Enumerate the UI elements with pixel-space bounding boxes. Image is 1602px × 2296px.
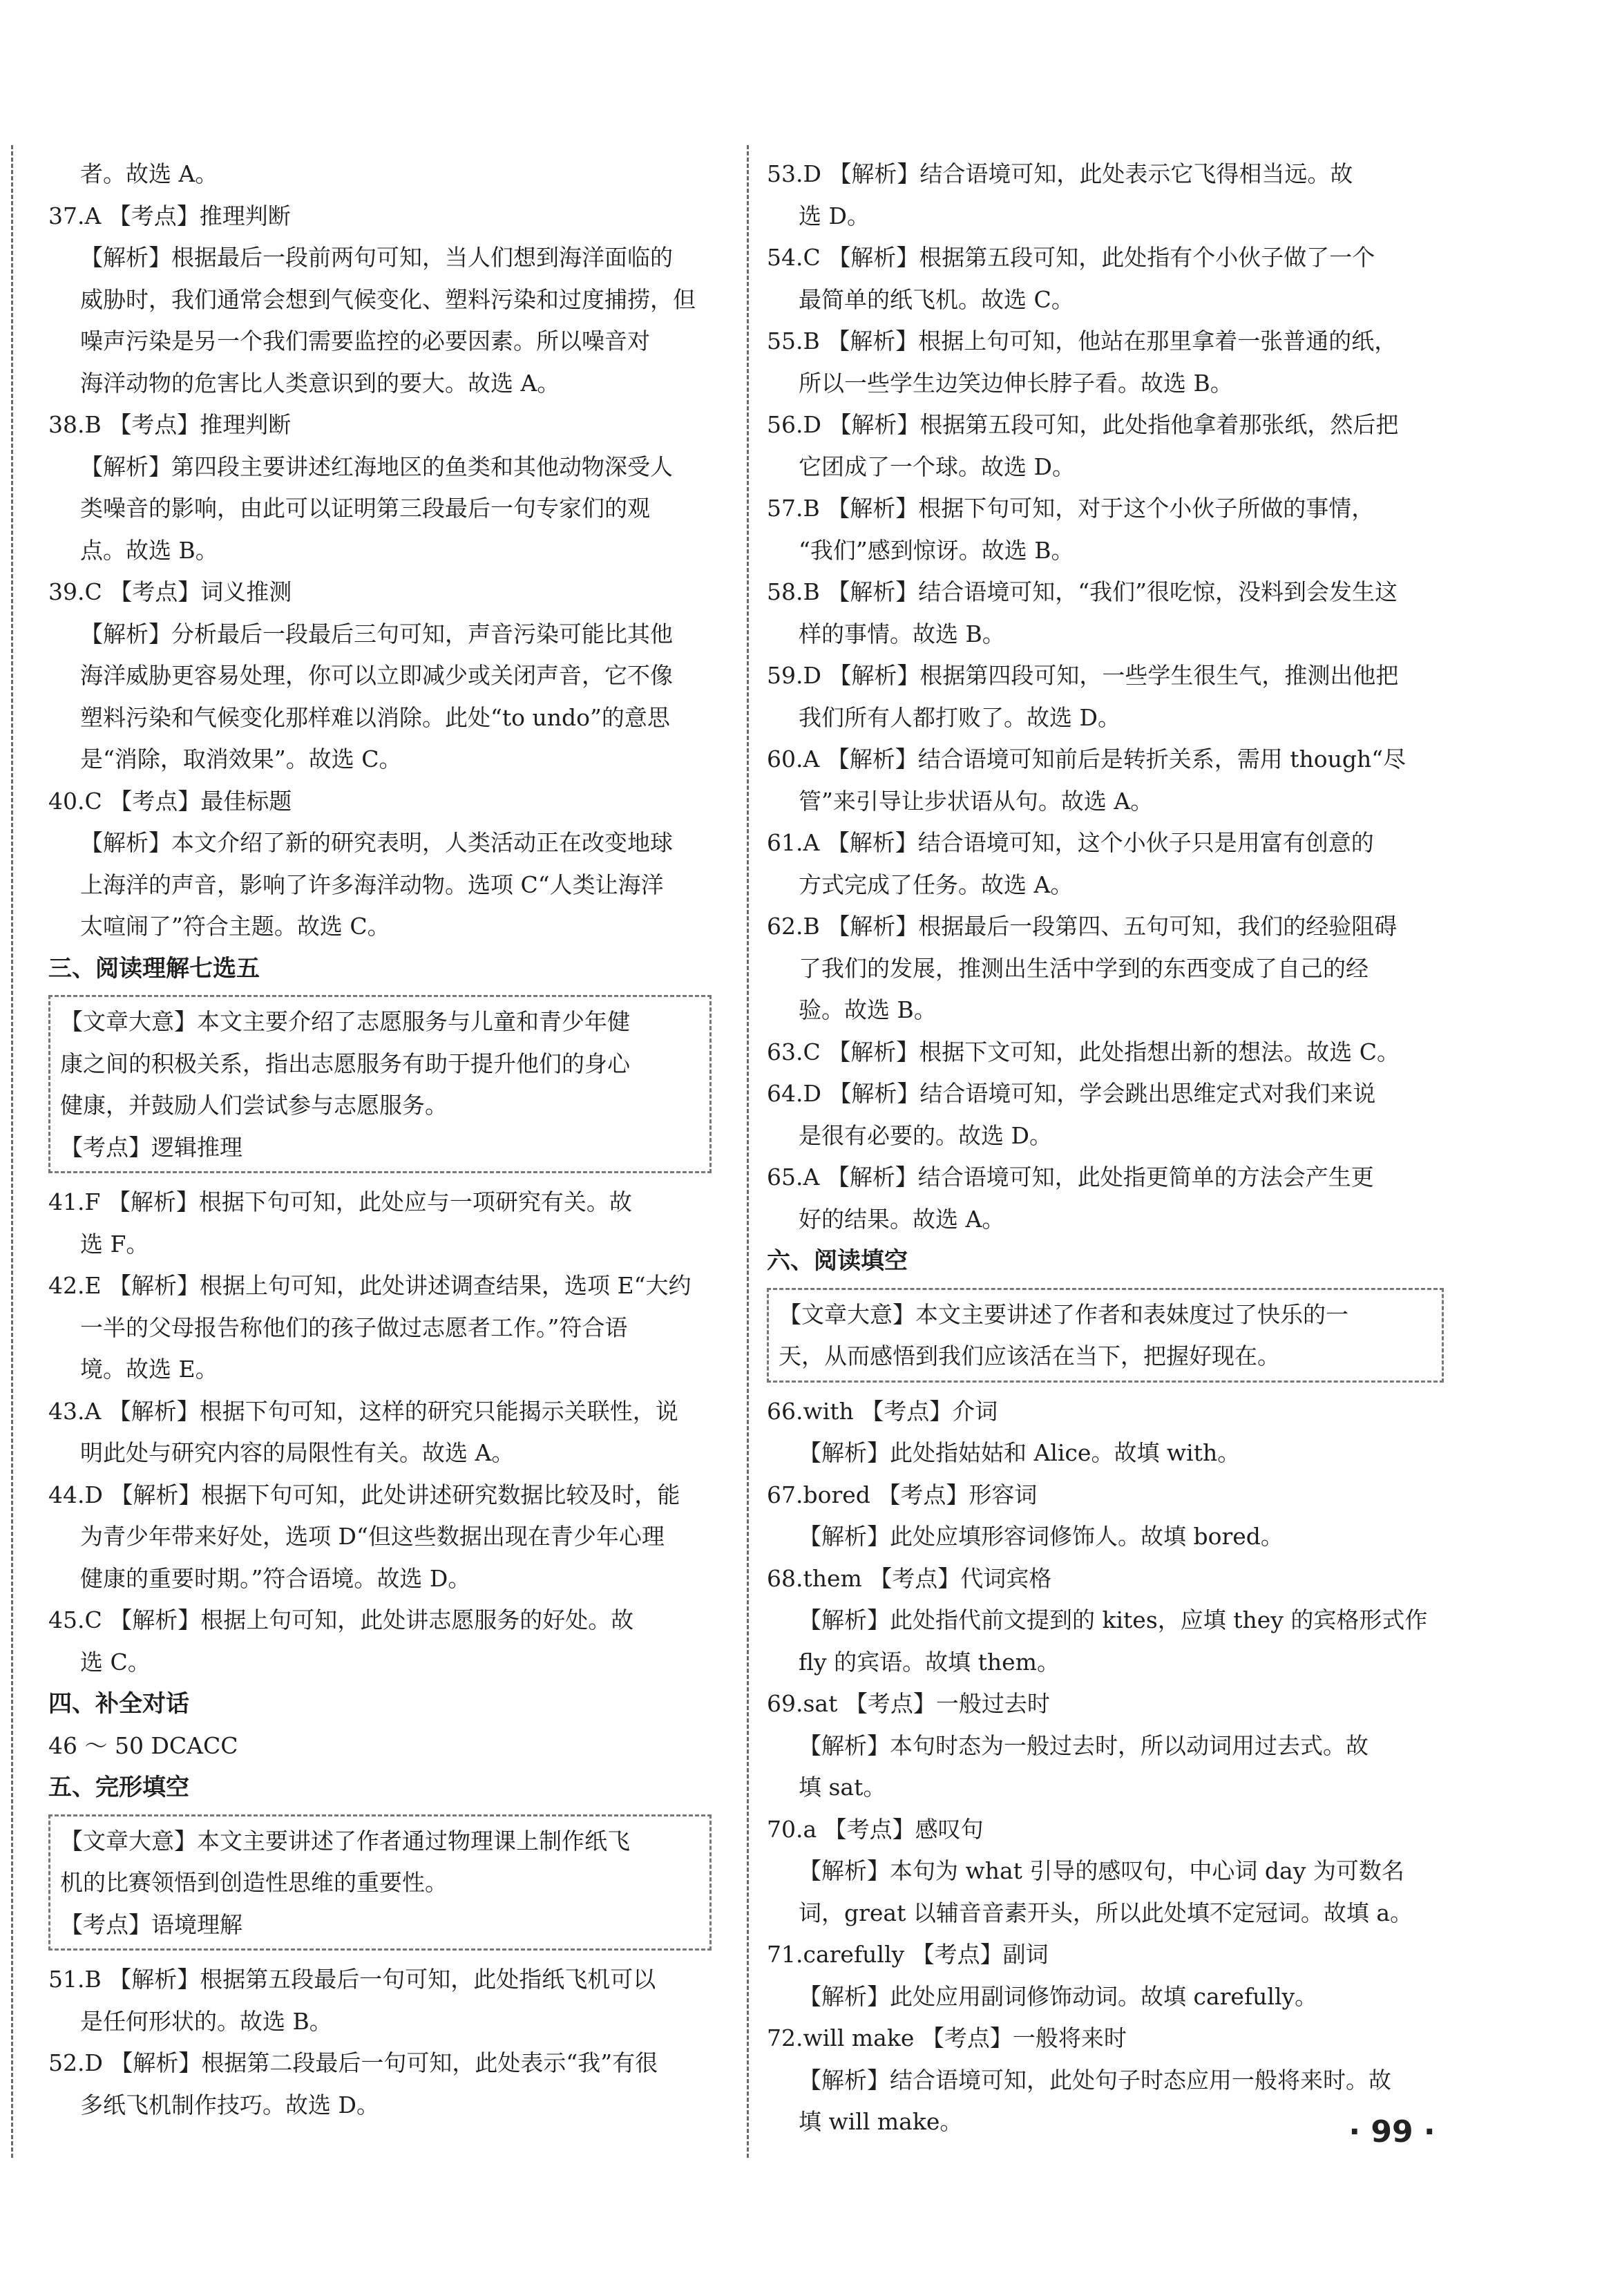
- summary-line: 【考点】逻辑推理: [60, 1133, 242, 1161]
- answer-line: 45.C 【解析】根据上句可知，此处讲志愿服务的好处。故: [48, 1606, 634, 1633]
- answer-line: 样的事情。故选 B。: [799, 620, 1005, 647]
- answer-line: “我们”感到惊讶。故选 B。: [799, 536, 1074, 564]
- answer-line: 所以一些学生边笑边伸长脖子看。故选 B。: [799, 369, 1233, 397]
- answer-line: 58.B 【解析】结合语境可知，“我们”很吃惊，没料到会发生这: [767, 578, 1398, 605]
- answer-line: 43.A 【解析】根据下句可知，这样的研究只能揭示关联性，说: [48, 1397, 678, 1425]
- answer-line: 【解析】第四段主要讲述红海地区的鱼类和其他动物深受人: [80, 453, 673, 480]
- answer-line: 【解析】此处指姑姑和 Alice。故填 with。: [799, 1439, 1241, 1466]
- answer-line: 68.them 【考点】代词宾格: [767, 1564, 1052, 1592]
- answer-line: 海洋动物的危害比人类意识到的要大。故选 A。: [80, 369, 560, 397]
- answer-line: 我们所有人都打败了。故选 D。: [799, 703, 1121, 731]
- section-heading: 三、阅读理解七选五: [48, 954, 260, 983]
- right-column: [767, 153, 1444, 2143]
- answer-line: 海洋威胁更容易处理，你可以立即减少或关闭声音，它不像: [80, 662, 673, 689]
- answer-line: 【解析】此处应用副词修饰动词。故填 carefully。: [799, 1982, 1318, 2010]
- answer-line: 71.carefully 【考点】副词: [767, 1941, 1049, 1968]
- summary-line: 【文章大意】本文主要介绍了志愿服务与儿童和青少年健: [60, 1008, 630, 1035]
- answer-line: 39.C 【考点】词义推测: [48, 578, 292, 605]
- answer-line: 【解析】分析最后一段最后三句可知，声音污染可能比其他: [80, 620, 673, 647]
- answer-line: 验。故选 B。: [799, 996, 937, 1023]
- section-heading: 五、完形填空: [48, 1774, 189, 1801]
- answer-line: 【解析】本句为 what 引导的感叹句，中心词 day 为可数名: [799, 1857, 1404, 1884]
- answer-line: 太喧闹了”符合主题。故选 C。: [80, 913, 390, 940]
- answer-line: 【解析】结合语境可知，此处句子时态应用一般将来时。故: [799, 2066, 1391, 2094]
- summary-line: 天，从而感悟到我们应该活在当下，把握好现在。: [779, 1343, 1280, 1369]
- answer-line: 了我们的发展，推测出生活中学到的东西变成了自己的经: [799, 954, 1369, 982]
- answer-line: 为青少年带来好处，选项 D“但这些数据出现在青少年心理: [80, 1523, 665, 1550]
- answer-line: fly 的宾语。故填 them。: [799, 1648, 1060, 1676]
- answer-line: 威胁时，我们通常会想到气候变化、塑料污染和过度捕捞，但: [80, 285, 696, 313]
- answer-line: 选 C。: [80, 1648, 151, 1676]
- answer-line: 66.with 【考点】介词: [767, 1397, 998, 1425]
- answer-line: 填 will make。: [799, 2108, 963, 2135]
- answer-line: 最简单的纸飞机。故选 C。: [799, 285, 1074, 313]
- answer-line: 上海洋的声音，影响了许多海洋动物。选项 C“人类让海洋: [80, 871, 664, 898]
- answer-line: 管”来引导让步状语从句。故选 A。: [799, 787, 1154, 815]
- answer-line: 72.will make 【考点】一般将来时: [767, 2024, 1127, 2051]
- summary-line: 健康，并鼓励人们尝试参与志愿服务。: [60, 1092, 448, 1119]
- answer-line: 【解析】本句时态为一般过去时，所以动词用过去式。故: [799, 1732, 1369, 1759]
- summary-line: 康之间的积极关系，指出志愿服务有助于提升他们的身心: [60, 1050, 630, 1077]
- summary-box: [767, 1288, 1444, 1383]
- answer-line: 一半的父母报告称他们的孩子做过志愿者工作。”符合语: [80, 1313, 628, 1341]
- answer-line: 它团成了一个球。故选 D。: [799, 453, 1075, 480]
- answer-line: 57.B 【解析】根据下句可知，对于这个小伙子所做的事情，: [767, 495, 1375, 522]
- answer-line: 者。故选 A。: [80, 160, 218, 187]
- summary-line: 【文章大意】本文主要讲述了作者通过物理课上制作纸飞: [60, 1827, 630, 1854]
- section-heading: 四、补全对话: [48, 1690, 189, 1718]
- summary-box: [48, 1814, 712, 1951]
- answer-line: 好的结果。故选 A。: [799, 1205, 1005, 1233]
- answer-line: 55.B 【解析】根据上句可知，他站在那里拿着一张普通的纸，: [767, 328, 1398, 354]
- answer-line: 类噪音的影响，由此可以证明第三段最后一句专家们的观: [80, 495, 650, 522]
- answer-line: 点。故选 B。: [80, 536, 218, 564]
- answer-line: 51.B 【解析】根据第五段最后一句可知，此处指纸飞机可以: [48, 1966, 656, 1993]
- answer-line: 健康的重要时期。”符合语境。故选 D。: [80, 1564, 471, 1592]
- answer-line: 方式完成了任务。故选 A。: [799, 871, 1074, 898]
- binding-dashed-line-left: [11, 145, 13, 2158]
- answer-line: 词，great 以辅音音素开头，所以此处填不定冠词。故填 a。: [799, 1899, 1413, 1926]
- answer-line: 多纸飞机制作技巧。故选 D。: [80, 2091, 379, 2118]
- summary-box: [48, 995, 712, 1173]
- answer-line: 填 sat。: [799, 1774, 886, 1801]
- answer-line: 塑料污染和气候变化那样难以消除。此处“to undo”的意思: [80, 703, 670, 731]
- answer-line: 【解析】此处应填形容词修饰人。故填 bored。: [799, 1523, 1284, 1550]
- answer-line: 53.D 【解析】结合语境可知，此处表示它飞得相当远。故: [767, 160, 1353, 187]
- answer-line: 选 D。: [799, 202, 870, 229]
- answer-line: 选 F。: [80, 1230, 149, 1258]
- answer-line: 64.D 【解析】结合语境可知，学会跳出思维定式对我们来说: [767, 1080, 1376, 1107]
- answer-line: 69.sat 【考点】一般过去时: [767, 1690, 1050, 1717]
- page-number: · 99 ·: [1348, 2114, 1436, 2150]
- answer-line: 41.F 【解析】根据下句可知，此处应与一项研究有关。故: [48, 1188, 632, 1215]
- answer-line: 62.B 【解析】根据最后一段第四、五句可知，我们的经验阻碍: [767, 913, 1398, 940]
- answer-line: 是“消除，取消效果”。故选 C。: [80, 746, 402, 772]
- answer-line: 明此处与研究内容的局限性有关。故选 A。: [80, 1439, 515, 1466]
- section-heading: 六、阅读填空: [767, 1247, 908, 1275]
- answer-line: 【解析】根据最后一段前两句可知，当人们想到海洋面临的: [80, 244, 673, 271]
- column-divider-dashed-line: [747, 145, 749, 2158]
- answer-line: 是任何形状的。故选 B。: [80, 2007, 332, 2035]
- summary-line: 【文章大意】本文主要讲述了作者和表妹度过了快乐的一: [779, 1300, 1348, 1328]
- summary-line: 机的比赛领悟到创造性思维的重要性。: [60, 1869, 448, 1896]
- answer-line: 60.A 【解析】结合语境可知前后是转折关系，需用 though“尽: [767, 746, 1406, 772]
- answer-line: 是很有必要的。故选 D。: [799, 1121, 1052, 1149]
- answer-line: 59.D 【解析】根据第四段可知，一些学生很生气，推测出他把: [767, 662, 1399, 689]
- answer-line: 65.A 【解析】结合语境可知，此处指更简单的方法会产生更: [767, 1164, 1374, 1190]
- answer-line: 38.B 【考点】推理判断: [48, 411, 292, 438]
- left-column: [48, 153, 712, 2126]
- answer-line: 44.D 【解析】根据下句可知，此处讲述研究数据比较及时，能: [48, 1481, 680, 1508]
- answer-line: 【解析】本文介绍了新的研究表明，人类活动正在改变地球: [80, 829, 673, 856]
- answer-line: 噪声污染是另一个我们需要监控的必要因素。所以噪音对: [80, 328, 650, 354]
- answer-line: 54.C 【解析】根据第五段可知，此处指有个小伙子做了一个: [767, 244, 1375, 271]
- answer-line: 46 ～ 50 DCACC: [48, 1732, 238, 1759]
- answer-line: 境。故选 E。: [80, 1356, 218, 1383]
- answer-line: 52.D 【解析】根据第二段最后一句可知，此处表示“我”有很: [48, 2049, 658, 2076]
- answer-line: 42.E 【解析】根据上句可知，此处讲述调查结果，选项 E“大约: [48, 1272, 692, 1299]
- answer-line: 37.A 【考点】推理判断: [48, 202, 291, 229]
- answer-line: 40.C 【考点】最佳标题: [48, 787, 292, 815]
- answer-line: 67.bored 【考点】形容词: [767, 1481, 1038, 1508]
- summary-line: 【考点】语境理解: [60, 1910, 242, 1938]
- answer-line: 63.C 【解析】根据下文可知，此处指想出新的想法。故选 C。: [767, 1038, 1400, 1065]
- answer-line: 56.D 【解析】根据第五段可知，此处指他拿着那张纸，然后把: [767, 411, 1399, 438]
- answer-line: 61.A 【解析】结合语境可知，这个小伙子只是用富有创意的: [767, 829, 1374, 856]
- answer-line: 70.a 【考点】感叹句: [767, 1815, 984, 1843]
- answer-line: 【解析】此处指代前文提到的 kites，应填 they 的宾格形式作: [799, 1606, 1428, 1633]
